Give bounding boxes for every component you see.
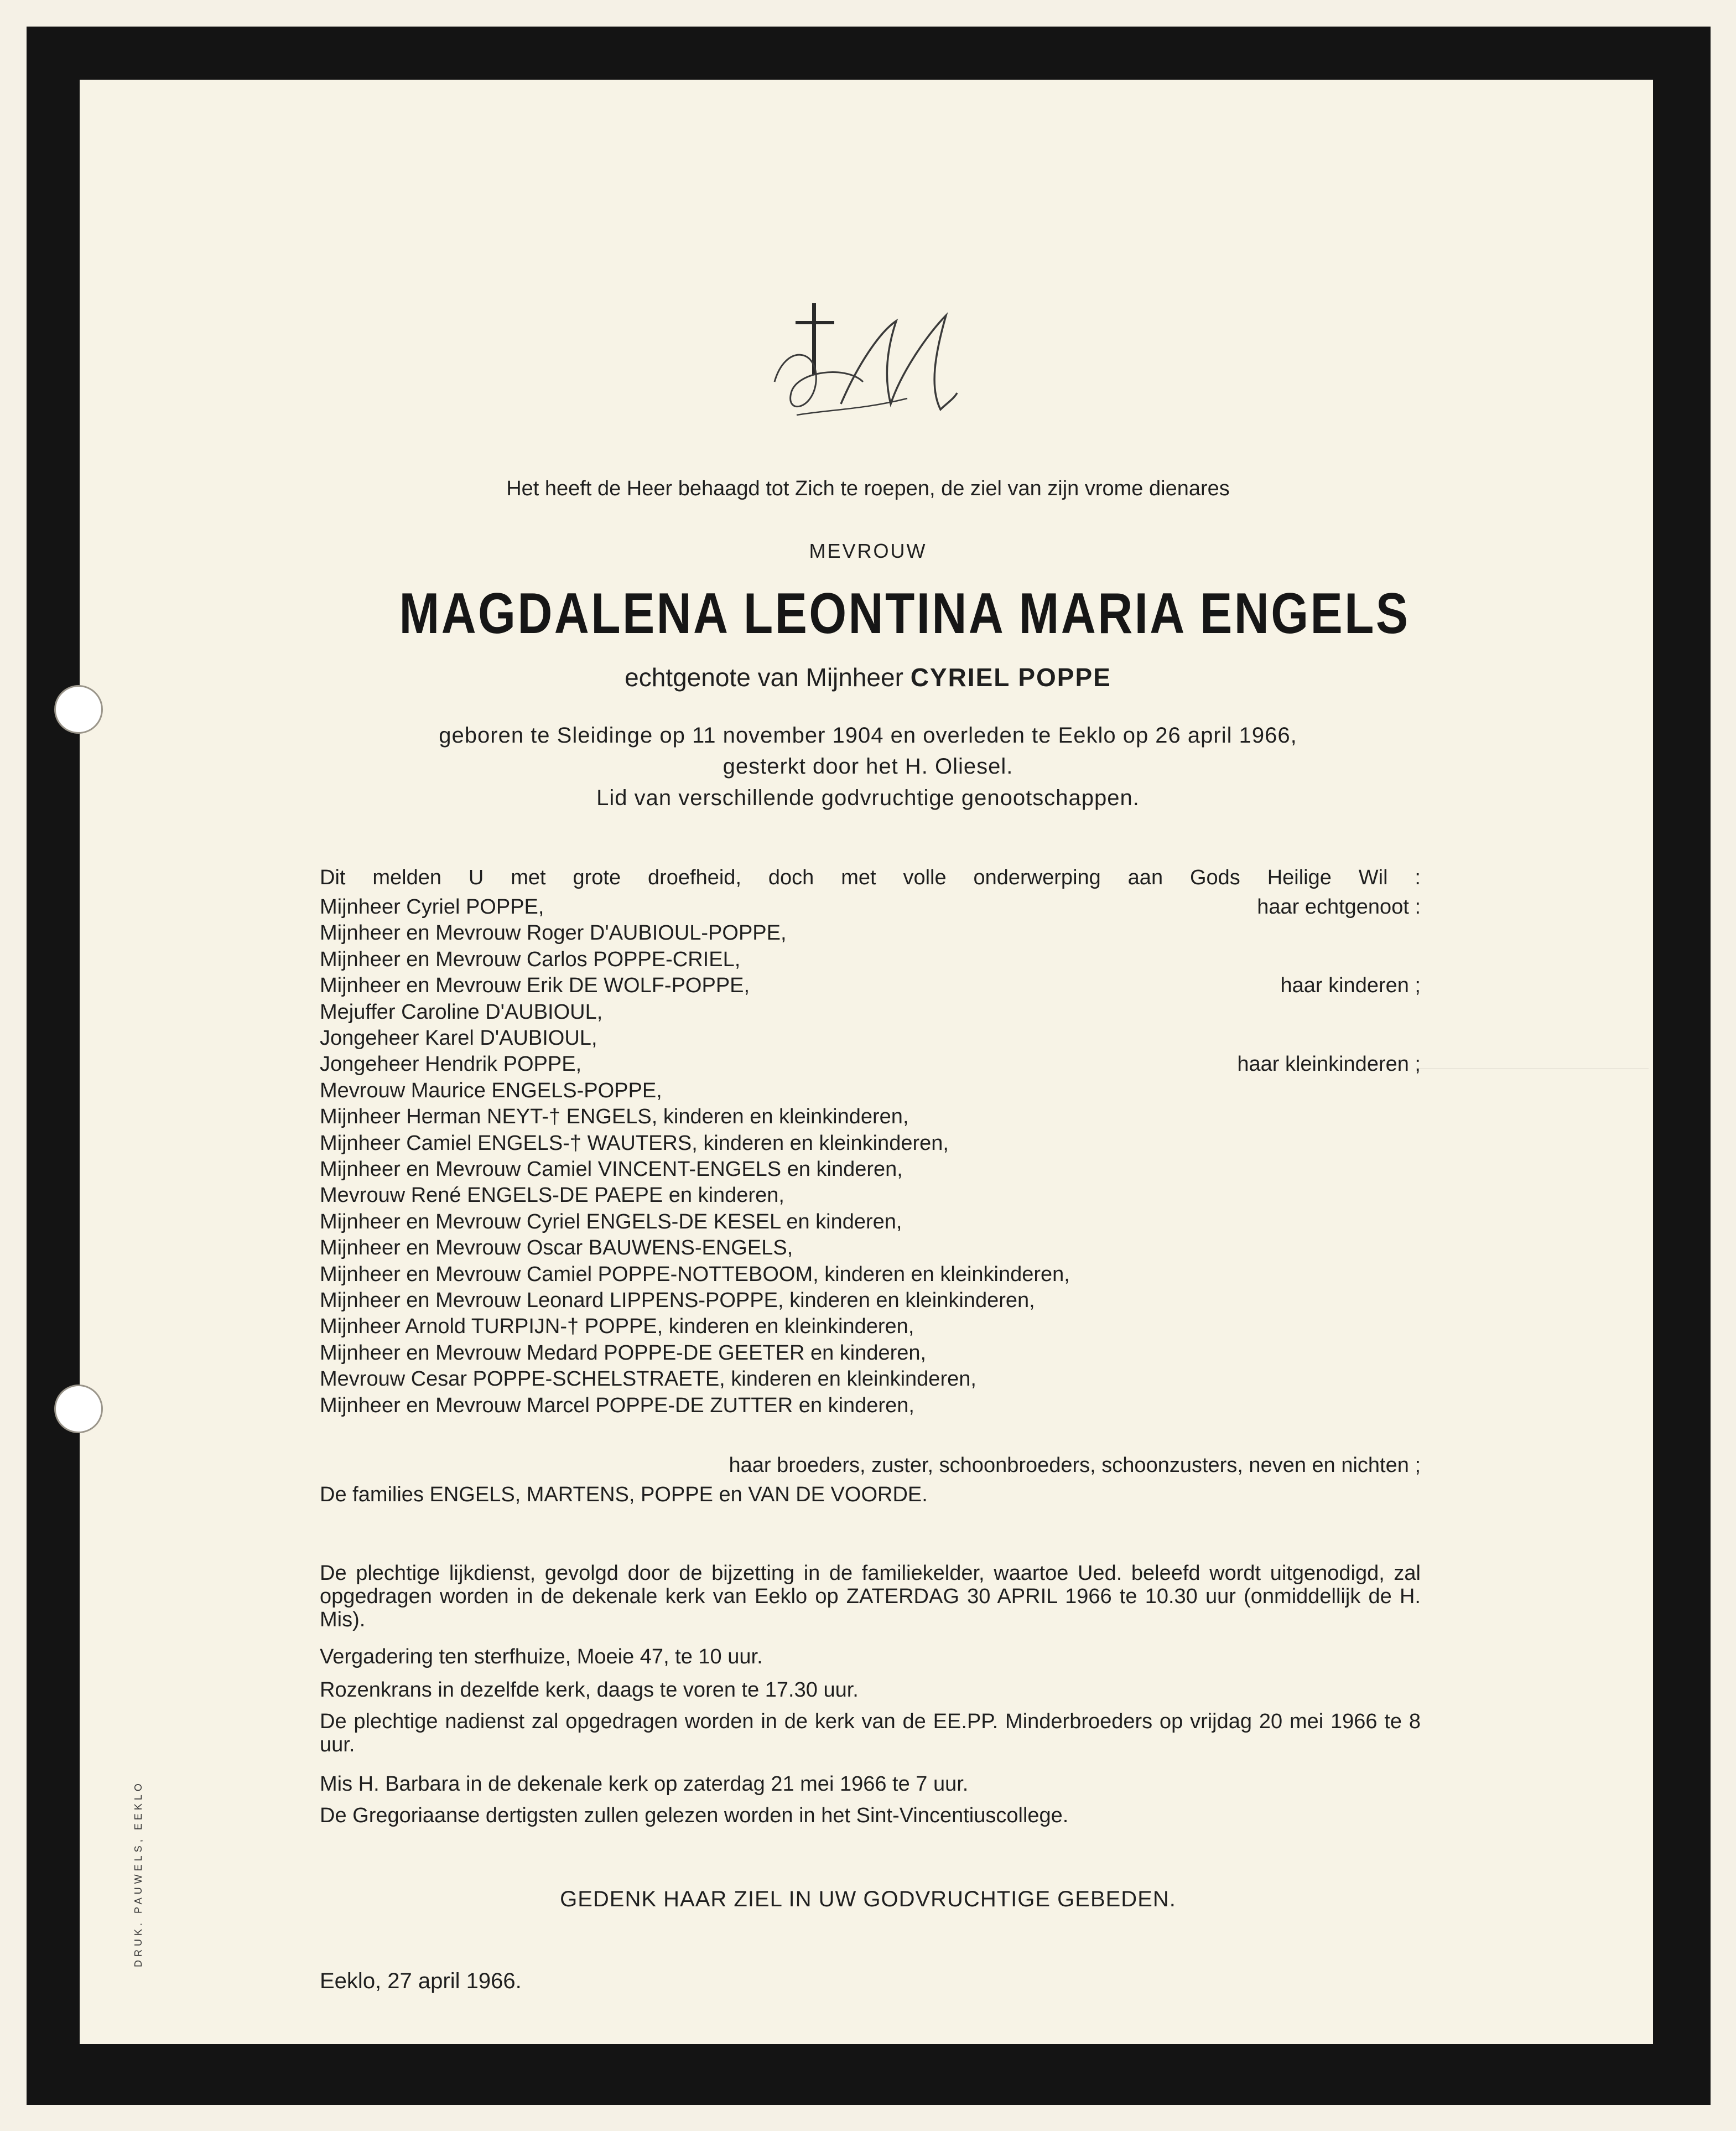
family-line (320, 1052, 1421, 1076)
family-line (320, 1000, 1421, 1024)
family-line (320, 948, 1421, 972)
family-member-name: Mijnheer en Mevrouw Roger D'AUBIOUL-POPPE, (320, 921, 787, 945)
family-line (320, 1132, 1421, 1155)
cross-monogram-icon (763, 299, 968, 426)
family-opening: Dit melden U met grote droefheid, doch met volle onderwerping aan Gods Heilige Wil : (320, 866, 1421, 889)
families-line: De families ENGELS, MARTENS, POPPE en VAN DE VOORDE. (320, 1483, 928, 1506)
printer-imprint: DRUK. PAUWELS, EEKLO (133, 1780, 144, 1967)
family-line (320, 921, 1421, 945)
remembrance-text: De plechtige nadienst zal opgedragen worden in de kerk van de EE.PP. Minderbroeders op vrijdag 20 mei 1966 te 8 uur. (320, 1710, 1421, 1756)
family-line (320, 1184, 1421, 1207)
siblings-relation: haar broeders, zuster, schoonbroeders, schoonzusters, neven en nichten ; (729, 1454, 1421, 1477)
family-line (320, 974, 1421, 998)
family-line (320, 1210, 1421, 1234)
family-line (320, 1341, 1421, 1365)
intro-text: Het heeft de Heer behaagd tot Zich te roepen, de ziel van zijn vrome dienares (506, 477, 1230, 500)
rosary-text: Rozenkrans in dezelfde kerk, daags te voren te 17.30 uur. (320, 1678, 859, 1702)
family-member-name: Mijnheer en Mevrouw Carlos POPPE-CRIEL, (320, 948, 741, 971)
spouse-name: CYRIEL POPPE (910, 663, 1111, 692)
family-line (320, 1105, 1421, 1129)
family-member-name: Mevrouw Cesar POPPE-SCHELSTRAETE, kinderen en kleinkinderen, (320, 1367, 976, 1391)
family-line (320, 1394, 1421, 1418)
family-member-name: Mejuffer Caroline D'AUBIOUL, (320, 1000, 603, 1024)
family-line (320, 1026, 1421, 1050)
gregorian-text: De Gregoriaanse dertigsten zullen gelezen worden in het Sint-Vincentiuscollege. (320, 1804, 1069, 1827)
spouse-prefix: echtgenote van Mijnheer (625, 663, 903, 692)
family-line (320, 1367, 1421, 1391)
funeral-text: De plechtige lijkdienst, gevolgd door de bijzetting in de familiekelder, waartoe Ued. beleefd wordt uitgenodigd, zal opgedragen worden in de dekenale kerk van Eeklo op ZATERDAG 30 APRIL 1966 te 10.30 uur (onmiddellijk de H. Mis). (320, 1562, 1421, 1631)
spouse-line (310, 662, 1426, 692)
family-member-name: Mijnheer en Mevrouw Cyriel ENGELS-DE KESEL en kinderen, (320, 1210, 902, 1233)
family-member-name: Mijnheer Camiel ENGELS-† WAUTERS, kinderen en kleinkinderen, (320, 1132, 949, 1155)
family-member-name: Mijnheer en Mevrouw Medard POPPE-DE GEETER en kinderen, (320, 1341, 927, 1365)
family-line (320, 1158, 1421, 1181)
mass-text: Mis H. Barbara in de dekenale kerk op zaterdag 21 mei 1966 te 7 uur. (320, 1772, 969, 1796)
place-date: Eeklo, 27 april 1966. (320, 1969, 522, 1993)
family-member-name: Mijnheer en Mevrouw Leonard LIPPENS-POPPE, kinderen en kleinkinderen, (320, 1289, 1035, 1312)
family-member-name: Mijnheer en Mevrouw Marcel POPPE-DE ZUTTER en kinderen, (320, 1394, 914, 1417)
family-member-name: Mevrouw Maurice ENGELS-POPPE, (320, 1079, 662, 1102)
family-member-name: Mijnheer en Mevrouw Erik DE WOLF-POPPE, (320, 974, 750, 997)
gathering-text: Vergadering ten sterfhuize, Moeie 47, te 10 uur. (320, 1645, 763, 1668)
family-member-name: Mijnheer Cyriel POPPE, (320, 895, 544, 919)
title-prefix: MEVROUW (809, 540, 927, 562)
family-member-name: Mijnheer en Mevrouw Oscar BAUWENS-ENGELS, (320, 1236, 793, 1259)
family-line (320, 1236, 1421, 1260)
deceased-name: MAGDALENA LEONTINA MARIA ENGELS (399, 582, 1410, 646)
oliesel-line: gesterkt door het H. Oliesel. (723, 754, 1013, 779)
family-relation: haar echtgenoot : (1257, 895, 1421, 919)
family-member-name: Mevrouw René ENGELS-DE PAEPE en kinderen, (320, 1184, 784, 1207)
family-line (320, 1079, 1421, 1103)
birth-death-line: geboren te Sleidinge op 11 november 1904 en overleden te Eeklo op 26 april 1966, (439, 723, 1297, 748)
family-line (320, 1263, 1421, 1287)
family-member-name: Mijnheer en Mevrouw Camiel POPPE-NOTTEBOOM, kinderen en kleinkinderen, (320, 1263, 1070, 1286)
family-member-name: Jongeheer Hendrik POPPE, (320, 1052, 582, 1076)
closing-prayer: GEDENK HAAR ZIEL IN UW GODVRUCHTIGE GEBEDEN. (560, 1887, 1176, 1911)
family-relation: haar kleinkinderen ; (1237, 1052, 1421, 1076)
family-member-name: Jongeheer Karel D'AUBIOUL, (320, 1026, 597, 1050)
family-line (320, 1315, 1421, 1339)
membership-line: Lid van verschillende godvruchtige genootschappen. (596, 786, 1140, 810)
family-relation: haar kinderen ; (1280, 974, 1421, 997)
family-member-name: Mijnheer en Mevrouw Camiel VINCENT-ENGELS en kinderen, (320, 1158, 903, 1181)
family-line (320, 895, 1421, 919)
family-line (320, 1289, 1421, 1313)
family-member-name: Mijnheer Arnold TURPIJN-† POPPE, kinderen en kleinkinderen, (320, 1315, 914, 1338)
family-member-name: Mijnheer Herman NEYT-† ENGELS, kinderen en kleinkinderen, (320, 1105, 909, 1128)
